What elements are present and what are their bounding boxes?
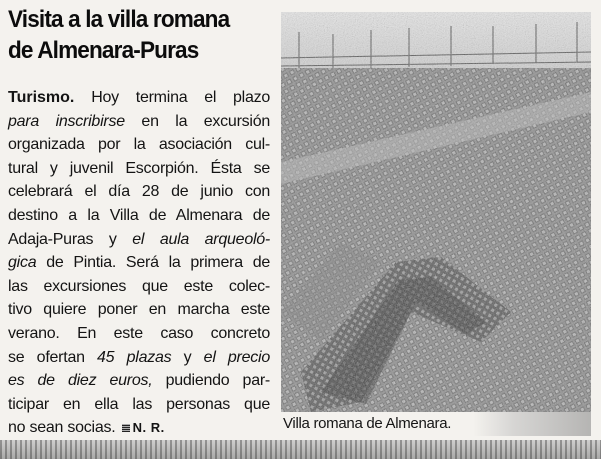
body-line: Adaja-Puras y el aula arqueoló- (8, 230, 271, 248)
body-line: tivo quiere poner en marcha este (8, 301, 270, 319)
photo-caption: Villa romana de Almenara. (281, 412, 591, 436)
photo-archaeological-site-icon (281, 12, 591, 412)
body-line: las excursiones que este colec- (8, 277, 270, 295)
body-line: verano. En este caso concreto (8, 324, 270, 342)
body-line: es de diez euros, pudiendo par- (8, 372, 271, 390)
signature-bullet-icon (122, 424, 130, 432)
article-body (8, 86, 270, 440)
scan-edge-strip (0, 440, 601, 459)
article-photo (281, 12, 591, 412)
headline-line-2: de Almenara-Puras (8, 37, 199, 64)
body-line: organizada por la asociación cul- (8, 136, 270, 154)
headline-line-1: Visita a la villa romana (8, 6, 230, 33)
body-line: no sean socias. N. R. (8, 419, 165, 437)
body-line: celebrará el día 28 de junio con (8, 183, 270, 201)
body-line: ticipar en ella las personas que (8, 395, 270, 413)
body-line: destino a la Villa de Almenara de (8, 206, 270, 224)
body-line: para inscribirse en la excursión (8, 112, 271, 130)
author-signature: N. R. (132, 420, 165, 436)
body-line: tural y juvenil Escorpión. Ésta se (8, 159, 270, 177)
article-headline (8, 4, 262, 66)
body-line: gica de Pintia. Será la primera de (8, 254, 270, 272)
body-line: se ofertan 45 plazas y el precio (8, 348, 270, 366)
section-keyword: Turismo. (8, 89, 75, 106)
body-line: Turismo. Hoy termina el plazo (8, 89, 270, 106)
